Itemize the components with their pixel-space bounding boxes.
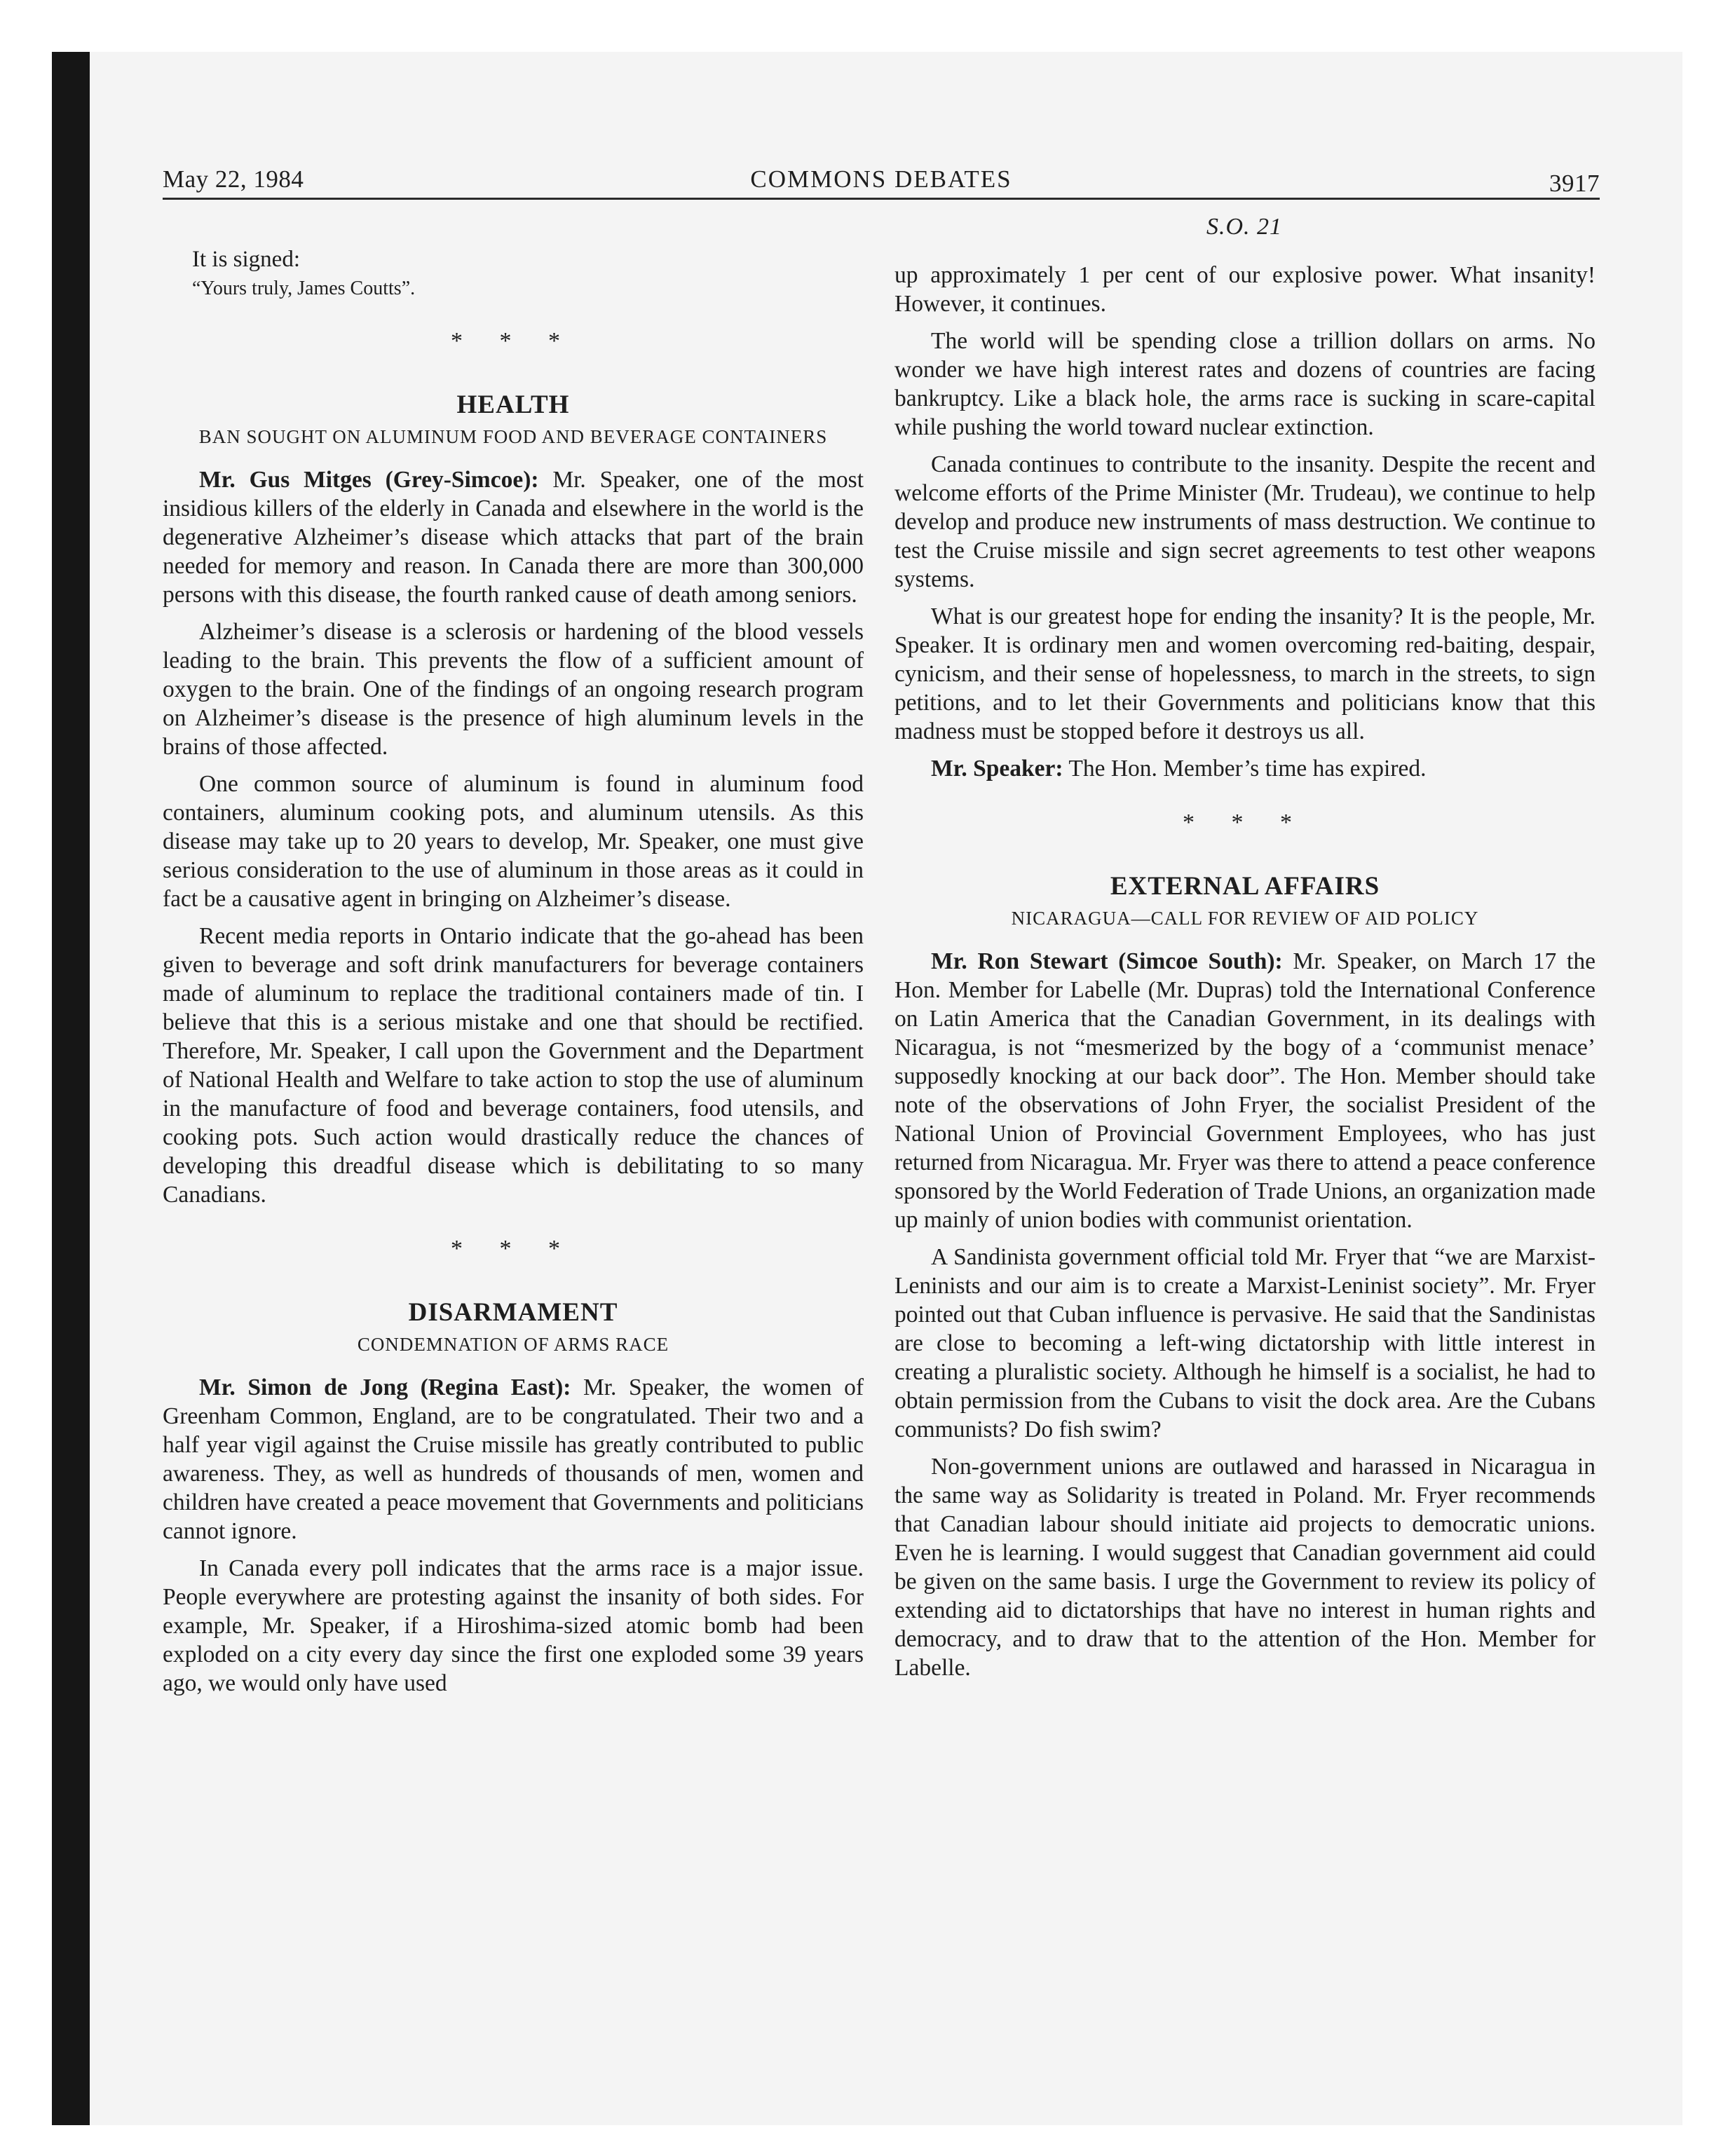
paragraph: What is our greatest hope for ending the insanity? It is the people, Mr. Speaker. It is ordinary men and women overcoming red-baiting, despair, cynicism, and their sense of hopelessness, to march in the streets, to sign petitions, and to let their Governments and politicians know that this madness must be stopped before it destroys us all. — [894, 603, 1595, 744]
paragraph — [894, 754, 1595, 783]
paragraph — [163, 1373, 864, 1546]
paragraph: Recent media reports in Ontario indicate that the go-ahead has been given to beverage and soft drink manufacturers for beverage containers made of aluminum to replace the traditional containers made of tin. I believe that this is a serious mistake and one that should be rectified. Therefore, Mr. Speaker, I call upon the Government and the Department of National Health and Welfare to take action to stop the use of aluminum in the manufacture of food and beverage containers, food utensils, and cooking pots. Such action would drastically reduce the chances of developing this dreadful disease which is debilitating to so many Canadians. — [163, 923, 864, 1208]
paragraph: A Sandinista government official told Mr. Fryer that “we are Marxist-Leninists and our aim is to create a Marxist-Leninist society”. Mr. Fryer pointed out that Cuban influence is pervasive. He said that the Sandinistas are close to becoming a left-wing dictatorship with little interest in creating a pluralistic society. Although he himself is a socialist, he had to obtain permission from the Cubans to visit the dock area. Are the Cubans communists? Do fish swim? — [894, 1244, 1595, 1442]
paragraph: Alzheimer’s disease is a sclerosis or hardening of the blood vessels leading to the brain. This prevents the flow of a sufficient amount of oxygen to the brain. One of the findings of an ongoing research program on Alzheimer’s disease is the presence of high aluminum levels in the brains of those affected. — [163, 619, 864, 760]
paragraph: Canada continues to contribute to the insanity. Despite the recent and welcome efforts of the Prime Minister (Mr. Trudeau), we continue to help develop and produce new instruments of mass destruction. We continue to test the Cruise missile and sign secret agreements to test other weapons systems. — [894, 451, 1595, 592]
section-separator: * * * — [1183, 810, 1307, 835]
paragraph: Non-government unions are outlawed and harassed in Nicaragua in the same way as Solidarity is treated in Poland. Mr. Fryer recommends that Canadian labour should initiate aid projects to democratic unions. Even he is learning. I would suggest that Canadian government aid could be given on the same basis. I urge the Government to review its policy of extending aid to dictatorships that have no interest in human rights and democracy, and to draw that to the attention of the Hon. Member for Labelle. — [894, 1454, 1595, 1681]
paragraph-text: Mr. Speaker, the women of Greenham Common, England, are to be congratulated. Their two and a half year vigil against the Cruise missile has greatly contributed to public awareness. They, as well as hundreds of thousands of men, women and children have created a peace movement that Governments and politicians cannot ignore. — [163, 1374, 864, 1544]
heading-disarmament: DISARMAMENT — [408, 1298, 618, 1327]
speaker-name: Mr. Gus Mitges (Grey-Simcoe): — [199, 467, 539, 493]
page-header — [163, 156, 1600, 198]
header-rule — [163, 198, 1600, 200]
header-title: COMMONS DEBATES — [750, 165, 1012, 193]
paragraph: The world will be spending close a trillion dollars on arms. No wonder we have high interest rates and dozens of countries are facing bankruptcy. Like a black hole, the arms race is sucking in scare-capital while pushing the world toward nuclear extinction. — [894, 328, 1595, 440]
paragraph: In Canada every poll indicates that the arms race is a major issue. People everywhere are protesting against the insanity of both sides. For example, Mr. Speaker, if a Hiroshima-sized atomic bomb had been exploded on a city every day since the first one exploded some 39 years ago, we would only have used — [163, 1555, 864, 1696]
speaker-name: Mr. Ron Stewart (Simcoe South): — [931, 948, 1283, 974]
paragraph-text: Mr. Speaker, on March 17 the Hon. Member for Labelle (Mr. Dupras) told the International Conference on Latin America that the Canadian Government, in its dealings with Nicaragua, is not “mesmerized by the bogy of a ‘communist menace’ supposedly knocking at our back door”. The Hon. Member should take note of the observations of John Fryer, the socialist President of the National Union of Provincial Government Employees, who has just returned from Nicaragua. Mr. Fryer was there to attend a peace conference sponsored by the World Federation of Trade Unions, an organization made up mainly of union bodies with communist orientation. — [894, 948, 1595, 1233]
right-column — [894, 261, 1595, 1691]
paragraph: up approximately 1 per cent of our explosive power. What insanity! However, it continues. — [894, 262, 1595, 317]
left-column — [163, 244, 864, 1706]
paragraph: One common source of aluminum is found in aluminum food containers, aluminum cooking pots, and aluminum utensils. As this disease may take up to 20 years to develop, Mr. Speaker, one must give serious consideration to the use of aluminum in those areas as it could in fact be a causative agent in bringing on Alzheimer’s disease. — [163, 771, 864, 912]
paragraph — [163, 465, 864, 609]
subheading-arms-race: CONDEMNATION OF ARMS RACE — [357, 1334, 669, 1355]
paragraph — [894, 947, 1595, 1234]
section-separator: * * * — [451, 328, 576, 354]
paragraph-text: Mr. Speaker, one of the most insidious killers of the elderly in Canada and elsewhere in the world is the degenerative Alzheimer’s disease which attacks that part of the brain needed for memory and reason. In Canada there are more than 300,000 persons with this disease, the fourth ranked cause of death among seniors. — [163, 467, 864, 608]
subheading-aluminum-ban: BAN SOUGHT ON ALUMINUM FOOD AND BEVERAGE CONTAINERS — [198, 426, 828, 447]
heading-health: HEALTH — [456, 390, 570, 419]
speaker-name: Mr. Speaker: — [931, 756, 1063, 782]
speaker-name: Mr. Simon de Jong (Regina East): — [199, 1374, 571, 1400]
scan-border — [52, 52, 90, 2125]
signed-line: It is signed: — [192, 247, 300, 272]
section-separator: * * * — [451, 1236, 576, 1262]
subheading-nicaragua: NICARAGUA—CALL FOR REVIEW OF AID POLICY — [1011, 908, 1479, 929]
paragraph-text: The Hon. Member’s time has expired. — [1068, 756, 1427, 782]
page-number: 3917 — [1549, 170, 1600, 197]
header-date: May 22, 1984 — [163, 165, 304, 193]
letter-close: “Yours truly, James Coutts”. — [192, 278, 416, 299]
heading-external-affairs: EXTERNAL AFFAIRS — [1110, 872, 1380, 901]
section-marker: S.O. 21 — [1206, 214, 1283, 240]
